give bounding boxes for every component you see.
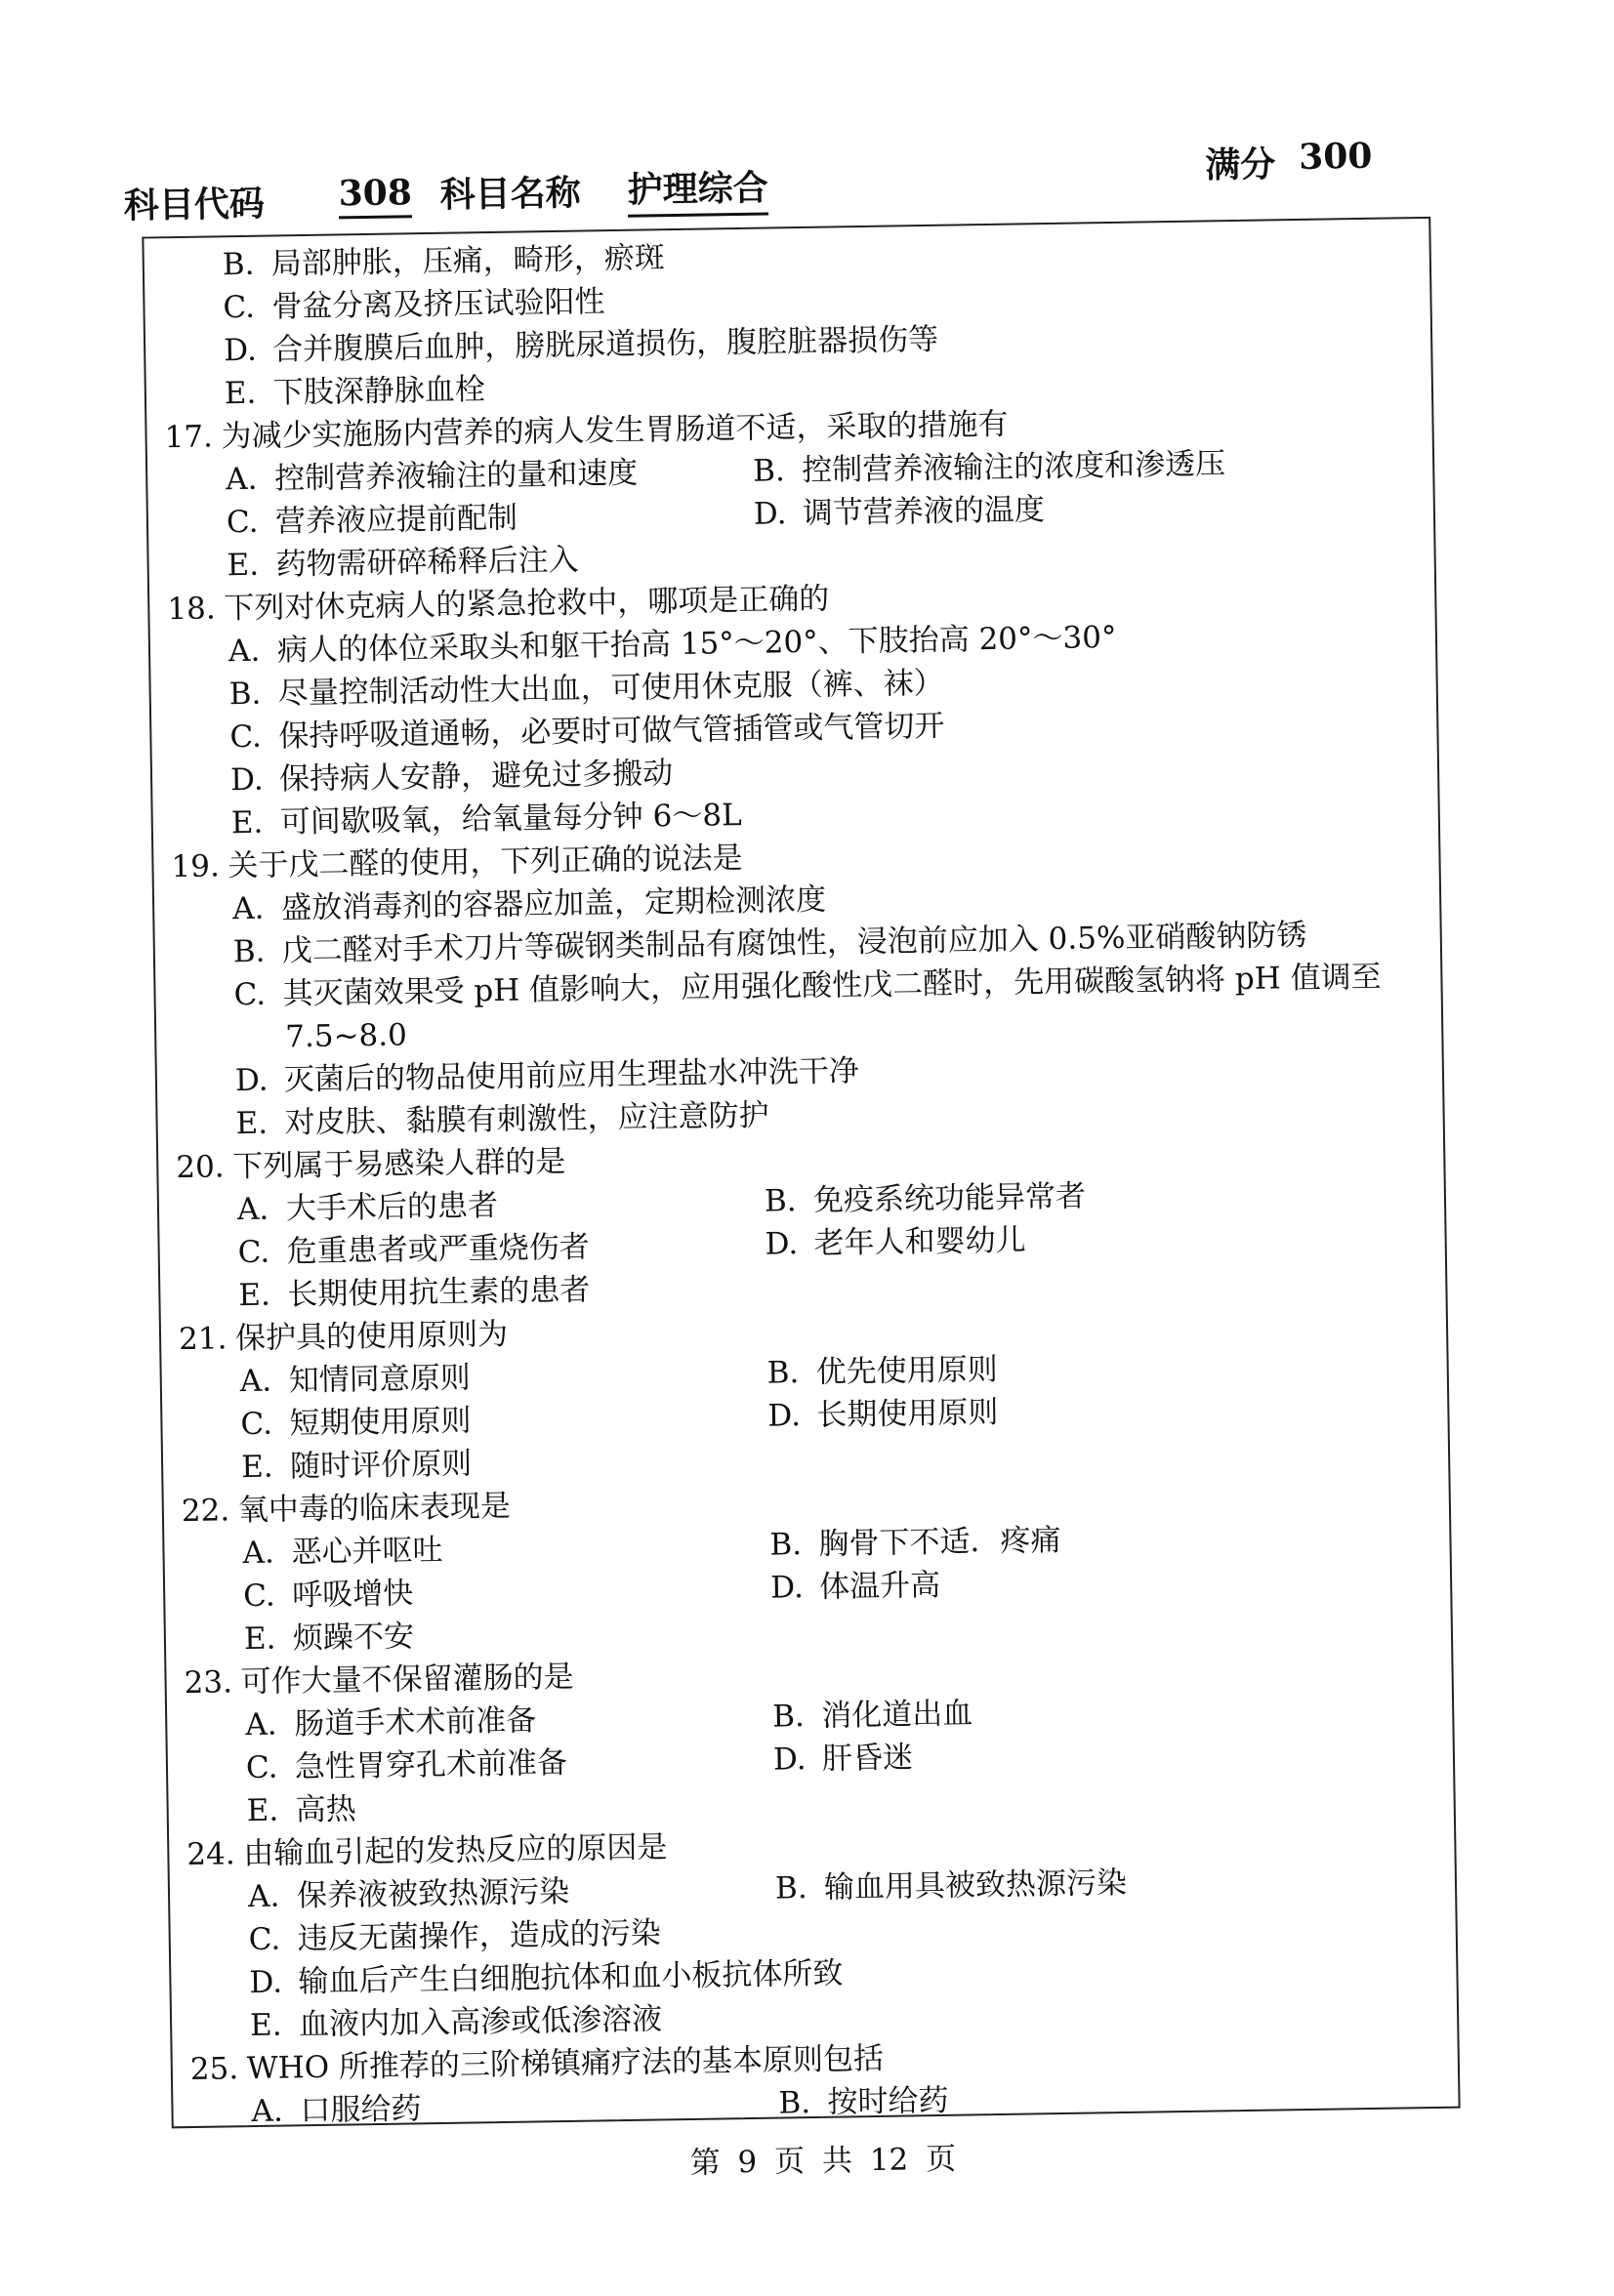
option <box>227 539 579 588</box>
page-number: 第 9 页 共 12 页 <box>689 2141 957 2182</box>
option-text: 对皮肤、黏膜有刺激性，应注意防护 <box>284 1097 769 1141</box>
option-label: A. <box>247 1878 280 1915</box>
option-label: D. <box>765 1226 799 1262</box>
option-text: 保养液被致热源污染 <box>296 1873 570 1914</box>
option-label: D. <box>223 332 258 369</box>
option <box>244 1615 415 1660</box>
option-text: 急性胃穿孔术前准备 <box>294 1744 568 1785</box>
option <box>237 1226 590 1275</box>
option-text: 尽量控制活动性大出血，可使用休克服（裤、袜） <box>277 665 944 712</box>
question-number: 25. <box>189 2051 239 2088</box>
option <box>243 1572 414 1618</box>
option-label: B. <box>228 676 262 713</box>
option <box>767 1391 999 1438</box>
option-text: 控制营养液输注的量和速度 <box>273 455 639 497</box>
option-label: C. <box>245 1749 278 1786</box>
option-label: A. <box>239 1363 272 1400</box>
question-number: 18. <box>167 591 216 628</box>
option-text: 合并腹膜后血肿，膀胱尿道损伤，腹腔脏器损伤等 <box>271 321 939 368</box>
option-continuation-text: 7.5~8.0 <box>284 1017 408 1055</box>
option-text: 大手术后的患者 <box>285 1187 499 1227</box>
option-text: 呼吸增快 <box>291 1576 414 1614</box>
option <box>765 1218 1026 1265</box>
option-label: D. <box>249 1964 283 2001</box>
option-text: 口服给药 <box>300 2091 422 2129</box>
option-text: 短期使用原则 <box>289 1403 472 1442</box>
option <box>223 280 605 329</box>
option-label: B. <box>766 1355 800 1391</box>
option <box>778 2079 949 2125</box>
option-text: 保持呼吸道通畅，必要时可做气管插管或气管切开 <box>278 708 945 755</box>
option-text: 老年人和婴幼儿 <box>813 1222 1026 1261</box>
question-number: 23. <box>184 1664 233 1702</box>
option-text: 可间歇吸氧，给氧量每分钟 6～8L <box>279 798 742 840</box>
option <box>775 1862 1128 1910</box>
option <box>241 1442 473 1489</box>
option-text: 胸骨下不适．疼痛 <box>818 1522 1061 1562</box>
option-label: D. <box>772 1742 807 1778</box>
option <box>230 752 674 801</box>
subject-name-label: 科目名称 <box>439 172 582 216</box>
option-text: 免疫系统功能异常者 <box>812 1178 1087 1218</box>
option <box>246 1787 356 1832</box>
question-stem: 为减少实施肠内营养的病人发生胃肠道不适，采取的措施有 <box>221 406 1009 455</box>
option-label: D. <box>234 1062 269 1099</box>
question-number: 24. <box>186 1836 235 1873</box>
option <box>225 368 486 415</box>
option-text: 保持病人安静，避免过多搬动 <box>278 756 674 798</box>
option-label: C. <box>240 1406 273 1443</box>
option <box>766 1348 998 1395</box>
subject-code-label: 科目代码 <box>123 183 266 226</box>
question-stem: 下列属于易感染人群的是 <box>232 1143 566 1185</box>
option-label: C. <box>233 976 267 1013</box>
option-label: A. <box>236 1191 269 1228</box>
option <box>765 1175 1087 1223</box>
option-label: B. <box>769 1527 803 1563</box>
option-text: 输血后产生白细胞抗体和血小板抗体所致 <box>298 1955 844 2000</box>
option <box>237 1184 499 1231</box>
option-text: 局部肿胀，压痛，畸形，瘀斑 <box>270 240 666 282</box>
option-label: E. <box>238 1277 271 1314</box>
option-label: A. <box>225 461 258 498</box>
option-text: 肠道手术术前准备 <box>294 1702 537 1742</box>
option-text: 按时给药 <box>827 2082 949 2120</box>
option-label: A. <box>245 1706 277 1743</box>
full-score: 300 <box>1298 135 1373 178</box>
option-text: 烦躁不安 <box>292 1619 415 1657</box>
question-box <box>142 217 1460 2128</box>
question-stem: 下列对休克病人的紧急抢救中，哪项是正确的 <box>224 581 830 627</box>
option <box>242 1529 443 1575</box>
option-label: B. <box>778 2085 811 2121</box>
option <box>251 2087 422 2133</box>
option-label: B. <box>752 453 786 489</box>
option-text: 随时评价原则 <box>289 1446 473 1485</box>
subject-name: 护理综合 <box>627 161 768 218</box>
option <box>770 1564 941 1610</box>
option-label: B. <box>774 1870 807 1906</box>
option-label: D. <box>753 496 787 532</box>
option-label: E. <box>240 1449 273 1486</box>
option-label: A. <box>228 633 261 670</box>
option <box>227 497 518 545</box>
option-text: 调节营养液的温度 <box>802 492 1046 531</box>
option-label: B. <box>771 1699 806 1735</box>
option <box>772 1692 973 1738</box>
option-text: 骨盆分离及挤压试验阳性 <box>271 284 605 325</box>
question-stem: 由输血引起的发热反应的原因是 <box>243 1829 668 1872</box>
option-label: E. <box>246 1792 279 1829</box>
option-text: 知情同意原则 <box>288 1360 472 1399</box>
option-label: C. <box>223 289 256 326</box>
option <box>754 488 1046 536</box>
option-label: D. <box>767 1398 802 1434</box>
question-number: 19. <box>171 848 221 885</box>
option-text: 恶心并呕吐 <box>291 1532 443 1571</box>
option-text: 肝昏迷 <box>821 1740 914 1777</box>
subject-code: 308 <box>338 172 412 219</box>
option-label: C. <box>229 718 263 756</box>
option-text: 危重患者或严重烧伤者 <box>286 1229 590 1270</box>
question-stem: 关于戊二醛的使用，下列正确的说法是 <box>228 840 743 884</box>
option-label: C. <box>237 1234 270 1271</box>
option-label: A. <box>242 1535 275 1572</box>
option <box>250 1997 663 2047</box>
option-label: C. <box>226 504 259 541</box>
question-number: 22. <box>181 1493 230 1530</box>
option-text: 下肢深静脉血栓 <box>272 372 486 411</box>
option <box>226 452 639 502</box>
question-number: 21. <box>178 1321 228 1358</box>
option-text: 体温升高 <box>818 1567 941 1605</box>
full-score-label: 满分 <box>1205 144 1276 186</box>
option-label: E. <box>235 1105 269 1142</box>
option-text: 病人的体位采取头和躯干抬高 15°～20°、下肢抬高 20°～30° <box>276 619 1117 669</box>
option-label: C. <box>248 1921 281 1958</box>
question-stem: 氧中毒的临床表现是 <box>237 1488 512 1529</box>
option-label: E. <box>249 2007 282 2044</box>
question-stem: 保护具的使用原则为 <box>234 1316 509 1357</box>
option-label: B. <box>232 933 266 970</box>
option <box>238 1269 591 1318</box>
option-label: E. <box>224 375 257 412</box>
option-text: 长期使用原则 <box>816 1394 999 1433</box>
option <box>246 1742 568 1789</box>
option-text: 药物需研碎稀释后注入 <box>275 542 579 583</box>
option <box>240 1399 472 1446</box>
option-text: 其灭菌效果受 pH 值影响大，应用强化酸性戊二醛时，先用碳酸氢钠将 pH 值调至 <box>282 959 1382 1012</box>
option <box>753 442 1226 493</box>
option <box>239 1356 471 1403</box>
option-text: 盛放消毒剂的容器应加盖，定期检测浓度 <box>280 882 827 926</box>
option-text: 营养液应提前配制 <box>274 500 518 540</box>
option-label: A. <box>231 890 265 927</box>
option-label: E. <box>230 804 264 841</box>
option-text: 输血用具被致热源污染 <box>823 1865 1128 1906</box>
question-stem: 可作大量不保留灌肠的是 <box>240 1659 574 1701</box>
option-text: 消化道出血 <box>820 1696 973 1734</box>
option-label: D. <box>769 1570 805 1606</box>
option <box>245 1699 537 1746</box>
option-text: 优先使用原则 <box>815 1351 998 1390</box>
option <box>248 1911 661 1961</box>
option <box>222 236 665 286</box>
question-stem: WHO 所推荐的三阶梯镇痛疗法的基本原则包括 <box>246 2040 885 2087</box>
option-label: E. <box>243 1620 276 1658</box>
option-text: 控制营养液输注的浓度和渗透压 <box>801 446 1226 488</box>
option-text: 高热 <box>295 1791 356 1828</box>
option-label: D. <box>229 761 264 799</box>
option <box>769 1519 1061 1567</box>
option-label: B. <box>764 1183 797 1219</box>
question-number: 20. <box>176 1149 225 1186</box>
option-text: 戊二醛对手术刀片等碳钢类制品有腐蚀性，浸泡前应加入 0.5%亚硝酸钠防锈 <box>281 917 1307 969</box>
question-number: 17. <box>164 419 214 456</box>
option-label: A. <box>251 2093 284 2130</box>
option-text: 灭菌后的物品使用前应用生理盐水冲洗干净 <box>283 1053 860 1098</box>
option-text: 违反无菌操作，造成的污染 <box>297 1915 661 1957</box>
option-label: E. <box>227 547 260 584</box>
option-text: 血液内加入高渗或低渗溶液 <box>298 2001 663 2043</box>
option-label: C. <box>242 1578 275 1615</box>
option-text: 长期使用抗生素的患者 <box>287 1272 591 1313</box>
option-label: B. <box>222 246 255 283</box>
option <box>773 1736 914 1781</box>
option <box>248 1870 570 1918</box>
